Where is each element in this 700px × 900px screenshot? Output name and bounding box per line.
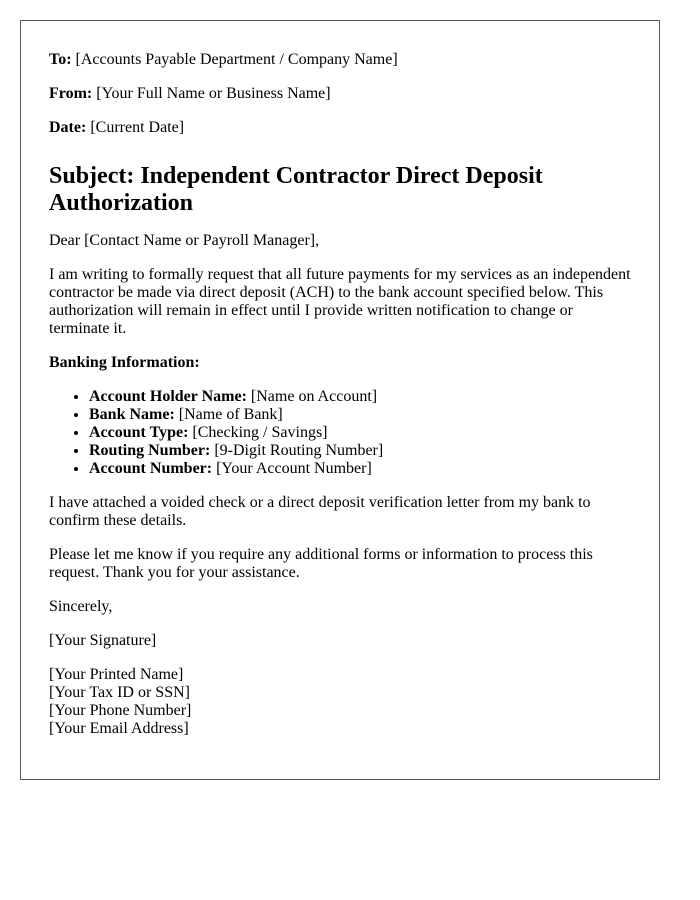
salutation: Dear [Contact Name or Payroll Manager], (49, 232, 320, 249)
banking-item-account-number (89, 460, 631, 478)
banking-item-bank-name (89, 406, 631, 424)
email-address: [Your Email Address] (49, 720, 189, 737)
banking-info-list (49, 388, 631, 478)
banking-item-label: Account Number: (89, 460, 213, 477)
valediction: Sincerely, (49, 598, 113, 615)
printed-name: [Your Printed Name] (49, 666, 184, 683)
signature-details (49, 666, 631, 738)
subject-heading: Subject: Independent Contractor Direct Deposit Authorization (49, 163, 543, 216)
banking-item-account-type (89, 424, 631, 442)
banking-item-label: Bank Name: (89, 406, 175, 423)
banking-item-value: [Name on Account] (250, 388, 378, 405)
body-paragraph-3: Please let me know if you require any additional forms or information to process this request. Thank you for your assistance. (49, 546, 593, 581)
banking-item-value: [Checking / Savings] (192, 424, 328, 441)
to-value: [Accounts Payable Department / Company Name] (75, 51, 398, 68)
from-line (49, 85, 631, 103)
date-label: Date: (49, 119, 87, 136)
banking-item-routing-number (89, 442, 631, 460)
tax-id: [Your Tax ID or SSN] (49, 684, 190, 701)
phone-number: [Your Phone Number] (49, 702, 192, 719)
from-value: [Your Full Name or Business Name] (96, 85, 331, 102)
signature-placeholder: [Your Signature] (49, 632, 157, 649)
banking-item-label: Routing Number: (89, 442, 211, 459)
date-value: [Current Date] (90, 119, 185, 136)
body-paragraph-1: I am writing to formally request that all future payments for my services as an independent contractor be made via direct deposit (ACH) to the bank account specified below. This authorization will remain in effect until I provide written notification to change or terminate it. (49, 266, 631, 337)
body-paragraph-2: I have attached a voided check or a direct deposit verification letter from my bank to confirm these details. (49, 494, 591, 529)
banking-item-account-holder (89, 388, 631, 406)
from-label: From: (49, 85, 93, 102)
letter-document (20, 20, 660, 780)
banking-item-value: [Your Account Number] (216, 460, 372, 477)
banking-item-value: [Name of Bank] (178, 406, 283, 423)
banking-item-value: [9-Digit Routing Number] (214, 442, 384, 459)
date-line (49, 119, 631, 137)
to-label: To: (49, 51, 72, 68)
banking-info-title: Banking Information: (49, 354, 200, 371)
to-line (49, 51, 631, 69)
banking-item-label: Account Holder Name: (89, 388, 247, 405)
banking-item-label: Account Type: (89, 424, 189, 441)
